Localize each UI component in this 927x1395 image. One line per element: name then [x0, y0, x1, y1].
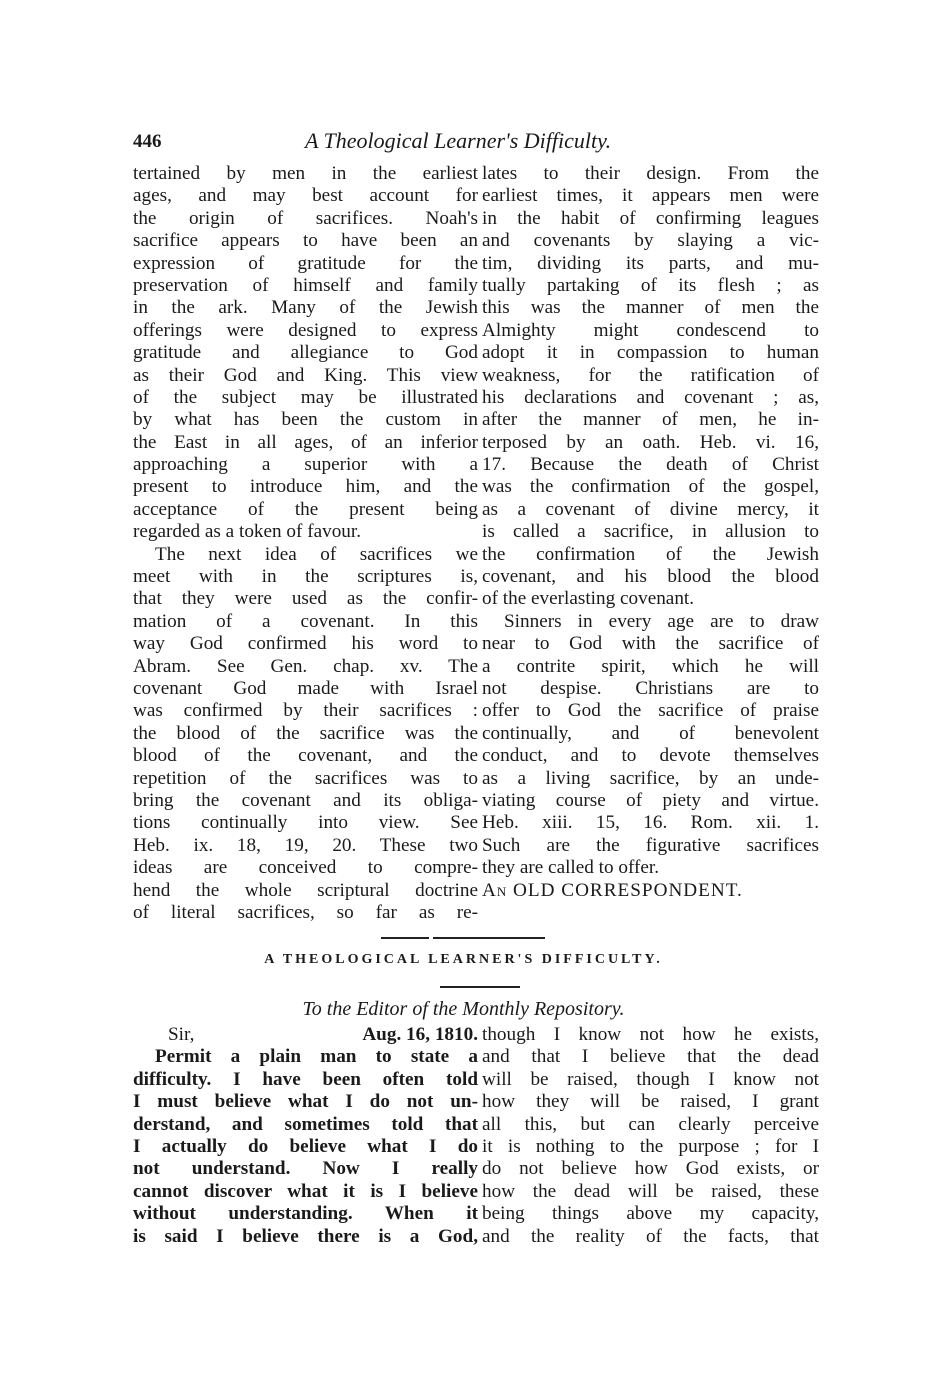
- title-underline-rule: [440, 986, 520, 988]
- text-line: they are called to offer.: [482, 857, 660, 879]
- text-line: all this, but can clearly perceive: [482, 1113, 819, 1135]
- paragraph-start-line: Permit a plain man to state a: [155, 1046, 478, 1068]
- text-line: expression of gratitude for the: [133, 252, 478, 274]
- text-line: derstand, and sometimes told that: [133, 1113, 478, 1135]
- text-line: adopt it in compassion to human: [482, 342, 819, 364]
- text-line: of literal sacrifices, so far as re-: [133, 901, 478, 923]
- text-line: meet with in the scriptures is,: [133, 566, 478, 588]
- text-line: his declarations and covenant ; as,: [482, 386, 819, 408]
- text-line: was confirmed by their sacrifices :: [133, 700, 478, 722]
- text-line: tually partaking of its flesh ; as: [482, 274, 819, 296]
- text-line: Heb. xiii. 15, 16. Rom. xii. 1.: [482, 812, 819, 834]
- article-one-left-column: [133, 163, 478, 924]
- text-line: hend the whole scriptural doctrine: [133, 879, 478, 901]
- text-line: Abram. See Gen. chap. xv. The: [133, 655, 478, 677]
- text-line: without understanding. When it: [133, 1203, 478, 1225]
- text-line: in the habit of confirming leagues: [482, 207, 819, 229]
- text-line: tim, dividing its parts, and mu-: [482, 252, 819, 274]
- text-line: is said I believe there is a God,: [133, 1225, 478, 1247]
- text-line: do not believe how God exists, or: [482, 1158, 819, 1180]
- text-line: as a living sacrifice, by an unde-: [482, 767, 819, 789]
- text-line: cannot discover what it is I believe: [133, 1180, 478, 1202]
- paragraph-start-line: Sinners in every age are to draw: [504, 610, 819, 632]
- article-title: A THEOLOGICAL LEARNER'S DIFFICULTY.: [264, 952, 663, 967]
- text-line: the East in all ages, of an inferior: [133, 431, 478, 453]
- text-line: the blood of the sacrifice was the: [133, 722, 478, 744]
- text-line: terposed by an oath. Heb. vi. 16,: [482, 431, 819, 453]
- text-line: is called a sacrifice, in allusion to: [482, 521, 819, 543]
- article-subtitle: To the Editor of the Monthly Repository.: [302, 998, 625, 1020]
- text-line: as a covenant of divine mercy, it: [482, 498, 819, 520]
- text-line: being things above my capacity,: [482, 1203, 819, 1225]
- text-line: way God confirmed his word to: [133, 633, 478, 655]
- text-line: preservation of himself and family: [133, 274, 478, 296]
- text-line: viating course of piety and virtue.: [482, 789, 819, 811]
- text-line: will be raised, though I know not: [482, 1068, 819, 1090]
- article-two-left-column: [133, 1024, 478, 1248]
- text-line: covenant God made with Israel: [133, 677, 478, 699]
- text-line: earliest times, it appears men were: [482, 185, 819, 207]
- text-line: as their God and King. This view: [133, 364, 478, 386]
- salutation-line: [133, 1024, 478, 1046]
- text-line: mation of a covenant. In this: [133, 610, 478, 632]
- text-line: tertained by men in the earliest: [133, 163, 478, 184]
- page-number: 446: [133, 131, 162, 152]
- text-line: tions continually into view. See: [133, 812, 478, 834]
- text-line: Heb. ix. 18, 19, 20. These two: [133, 834, 478, 856]
- text-line: ages, and may best account for: [133, 185, 478, 207]
- text-line: near to God with the sacrifice of: [482, 633, 819, 655]
- text-line: blood of the covenant, and the: [133, 745, 478, 767]
- text-line: this was the manner of men the: [482, 297, 819, 319]
- text-line: the origin of sacrifices. Noah's: [133, 207, 478, 229]
- text-line: of the everlasting covenant.: [482, 588, 695, 610]
- text-line: covenant, and his blood the blood: [482, 566, 819, 588]
- text-line: and the reality of the facts, that: [482, 1225, 819, 1247]
- text-line: weakness, for the ratification of: [482, 364, 819, 386]
- text-line: conduct, and to devote themselves: [482, 745, 819, 767]
- text-line: I must believe what I do not un-: [133, 1091, 478, 1113]
- text-line: ideas are conceived to compre-: [133, 857, 478, 879]
- text-line: 17. Because the death of Christ: [482, 454, 819, 476]
- text-line: difficulty. I have been often told: [133, 1068, 478, 1090]
- text-line: offerings were designed to express: [133, 319, 478, 341]
- text-line: bring the covenant and its obliga-: [133, 789, 478, 811]
- text-line: not despise. Christians are to: [482, 677, 819, 699]
- text-line: Such are the figurative sacrifices: [482, 834, 819, 856]
- text-line: sacrifice appears to have been an: [133, 230, 478, 252]
- text-line: that they were used as the confir-: [133, 588, 478, 610]
- text-line: how they will be raised, I grant: [482, 1091, 819, 1113]
- text-line: after the manner of men, he in-: [482, 409, 819, 431]
- text-line: repetition of the sacrifices was to: [133, 767, 478, 789]
- text-line: and that I believe that the dead: [482, 1046, 819, 1068]
- text-line: regarded as a token of favour.: [133, 521, 362, 543]
- text-line: gratitude and allegiance to God: [133, 342, 478, 364]
- paragraph-start-line: The next idea of sacrifices we: [155, 543, 478, 565]
- section-divider-rule: [433, 937, 545, 939]
- text-line: was the confirmation of the gospel,: [482, 476, 819, 498]
- text-line: it is nothing to the purpose ; for I: [482, 1135, 819, 1157]
- text-line: how the dead will be raised, these: [482, 1180, 819, 1202]
- article-two-right-column: [482, 1024, 819, 1248]
- text-line: in the ark. Many of the Jewish: [133, 297, 478, 319]
- text-line: lates to their design. From the: [482, 163, 819, 184]
- letter-date: Aug. 16, 1810.: [362, 1024, 478, 1045]
- text-line: and covenants by slaying a vic-: [482, 230, 819, 252]
- text-line: offer to God the sacrifice of praise: [482, 700, 819, 722]
- text-line: the confirmation of the Jewish: [482, 543, 819, 565]
- text-line: by what has been the custom in: [133, 409, 478, 431]
- text-line: though I know not how he exists,: [482, 1024, 819, 1045]
- text-line: I actually do believe what I do: [133, 1135, 478, 1157]
- text-line: acceptance of the present being: [133, 498, 478, 520]
- article-one-right-column: [482, 163, 819, 902]
- section-divider-rule: [381, 937, 429, 939]
- text-line: not understand. Now I really: [133, 1158, 478, 1180]
- text-line: continually, and of benevolent: [482, 722, 819, 744]
- signature: An OLD CORRESPONDENT.: [482, 879, 743, 901]
- text-line: present to introduce him, and the: [133, 476, 478, 498]
- salutation: Sir,: [168, 1024, 195, 1045]
- running-head: A Theological Learner's Difficulty.: [305, 128, 612, 153]
- text-line: of the subject may be illustrated: [133, 386, 478, 408]
- text-line: approaching a superior with a: [133, 454, 478, 476]
- text-line: a contrite spirit, which he will: [482, 655, 819, 677]
- text-line: Almighty might condescend to: [482, 319, 819, 341]
